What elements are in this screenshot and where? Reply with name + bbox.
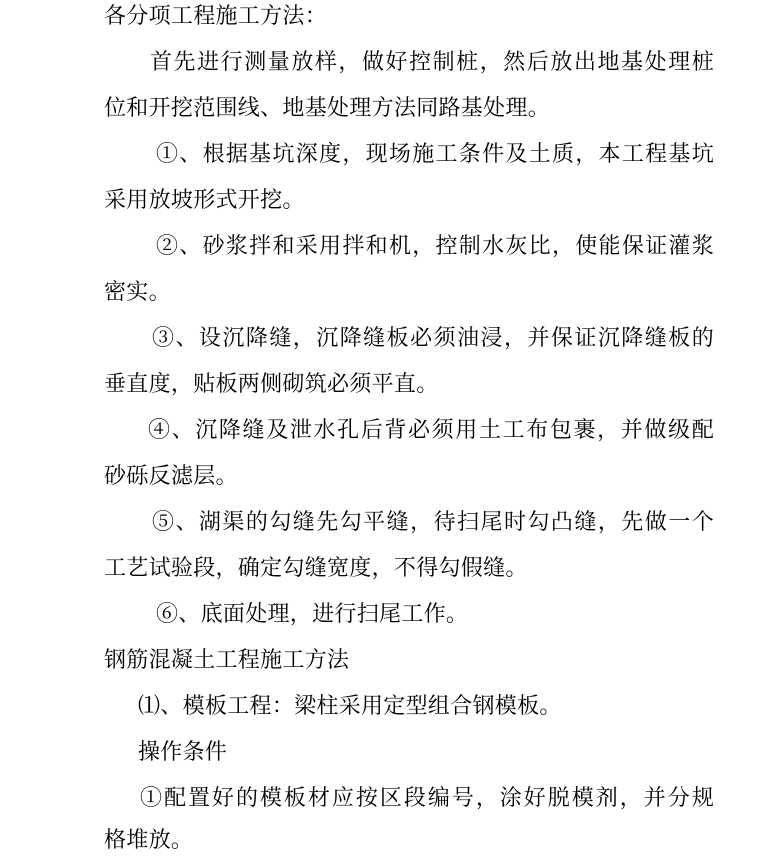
item-3-line-2: 垂直度，贴板两侧砌筑必须平直。 bbox=[104, 372, 439, 397]
item-4-line-2: 砂砾反滤层。 bbox=[104, 464, 238, 489]
item-1-line-1: ①、根据基坑深度，现场施工条件及土质，本工程基坑 bbox=[156, 142, 714, 167]
item-5-line-1: ⑤、湖渠的勾缝先勾平缝，待扫尾时勾凸缝，先做一个 bbox=[152, 510, 714, 535]
operating-conditions-heading: 操作条件 bbox=[138, 740, 228, 765]
condition-1-line-1: ①配置好的模板材应按区段编号，涂好脱模剂，并分规 bbox=[140, 786, 714, 811]
item-2-line-2: 密实。 bbox=[104, 280, 171, 305]
item-4-line-1: ④、沉降缝及泄水孔后背必须用土工布包裹，并做级配 bbox=[148, 418, 714, 443]
item-2-line-1: ②、砂浆拌和采用拌和机，控制水灰比，使能保证灌浆 bbox=[156, 234, 714, 259]
intro-line-2: 位和开挖范围线、地基处理方法同路基处理。 bbox=[104, 96, 551, 121]
rc-heading: 钢筋混凝土工程施工方法 bbox=[104, 648, 350, 673]
item-1-line-2: 采用放坡形式开挖。 bbox=[104, 188, 305, 213]
item-3-line-1: ③、设沉降缝，沉降缝板必须油浸，并保证沉降缝板的 bbox=[152, 326, 714, 351]
section-heading: 各分项工程施工方法： bbox=[104, 4, 328, 29]
item-6-line-1: ⑥、底面处理，进行扫尾工作。 bbox=[156, 602, 469, 627]
formwork-line: ⑴、模板工程：梁柱采用定型组合钢模板。 bbox=[138, 694, 562, 719]
intro-line-1: 首先进行测量放样，做好控制桩，然后放出地基处理桩 bbox=[150, 50, 714, 75]
condition-1-line-2: 格堆放。 bbox=[104, 828, 194, 853]
item-5-line-2: 工艺试验段，确定勾缝宽度，不得勾假缝。 bbox=[104, 556, 528, 581]
